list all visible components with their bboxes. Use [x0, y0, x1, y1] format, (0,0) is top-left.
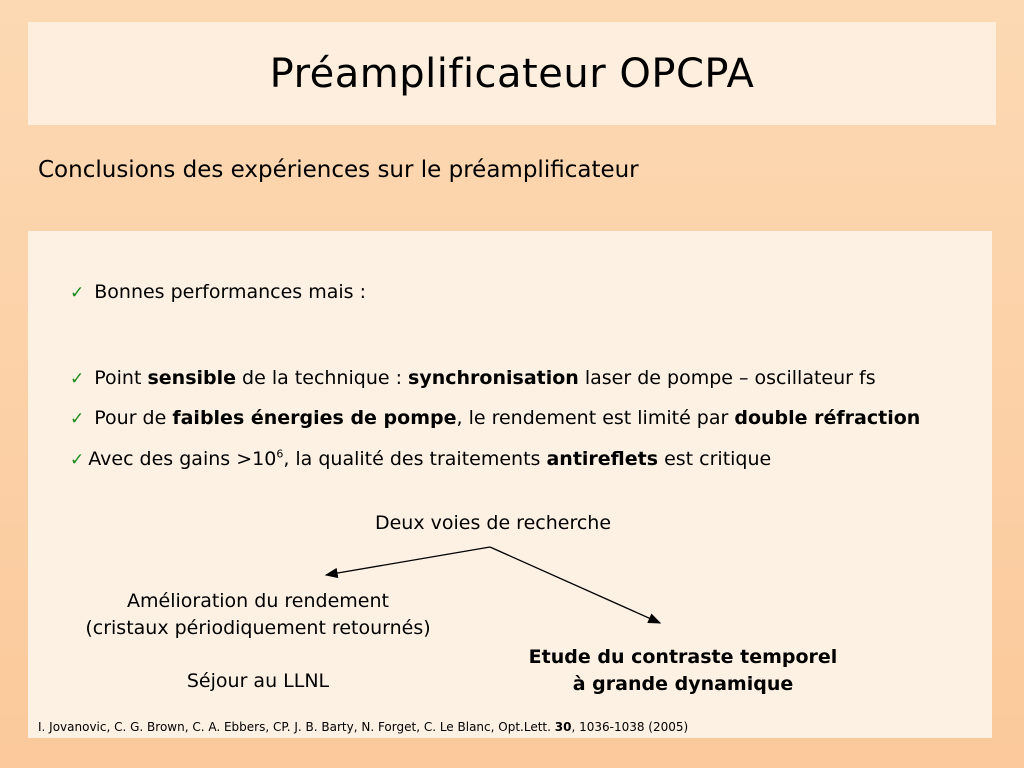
bullet-text: Bonnes performances mais : — [94, 281, 367, 303]
title-panel — [28, 22, 996, 125]
research-efficiency-line1: Amélioration du rendement — [127, 590, 389, 612]
slide-title: Préamplificateur OPCPA — [269, 50, 755, 97]
bullet-text: Point sensible de la technique : synchronisation laser de pompe – oscillateur fs — [94, 367, 876, 389]
arrow-right — [490, 547, 660, 623]
arrow-left — [326, 547, 490, 575]
content-panel — [28, 231, 992, 738]
check-icon: ✓ — [70, 283, 85, 303]
check-icon: ✓ — [70, 369, 85, 389]
bullet-text: Pour de faibles énergies de pompe, le rendement est limité par double réfraction — [94, 407, 921, 429]
research-llnl-stay: Séjour au LLNL — [186, 670, 330, 692]
check-icon: ✓ — [70, 450, 85, 470]
research-contrast — [488, 644, 878, 698]
research-efficiency — [48, 588, 468, 642]
research-efficiency-line2: (cristaux périodiquement retournés) — [85, 617, 431, 639]
slide-subtitle: Conclusions des expériences sur le préamplificateur — [38, 157, 639, 183]
check-icon: ✓ — [70, 409, 85, 429]
research-contrast-line1: Etude du contraste temporel — [528, 646, 838, 668]
research-heading: Deux voies de recherche — [374, 512, 612, 534]
bullet-text: Avec des gains $>10^6$, la qualité des traitements antireflets est critique — [88, 447, 772, 470]
citation: I. Jovanovic, C. G. Brown, C. A. Ebbers, CP. J. B. Barty, N. Forget, C. Le Blanc, Opt.Lett. 30, 1036-1038 (2005) — [38, 720, 689, 734]
research-contrast-line2: à grande dynamique — [572, 673, 794, 695]
